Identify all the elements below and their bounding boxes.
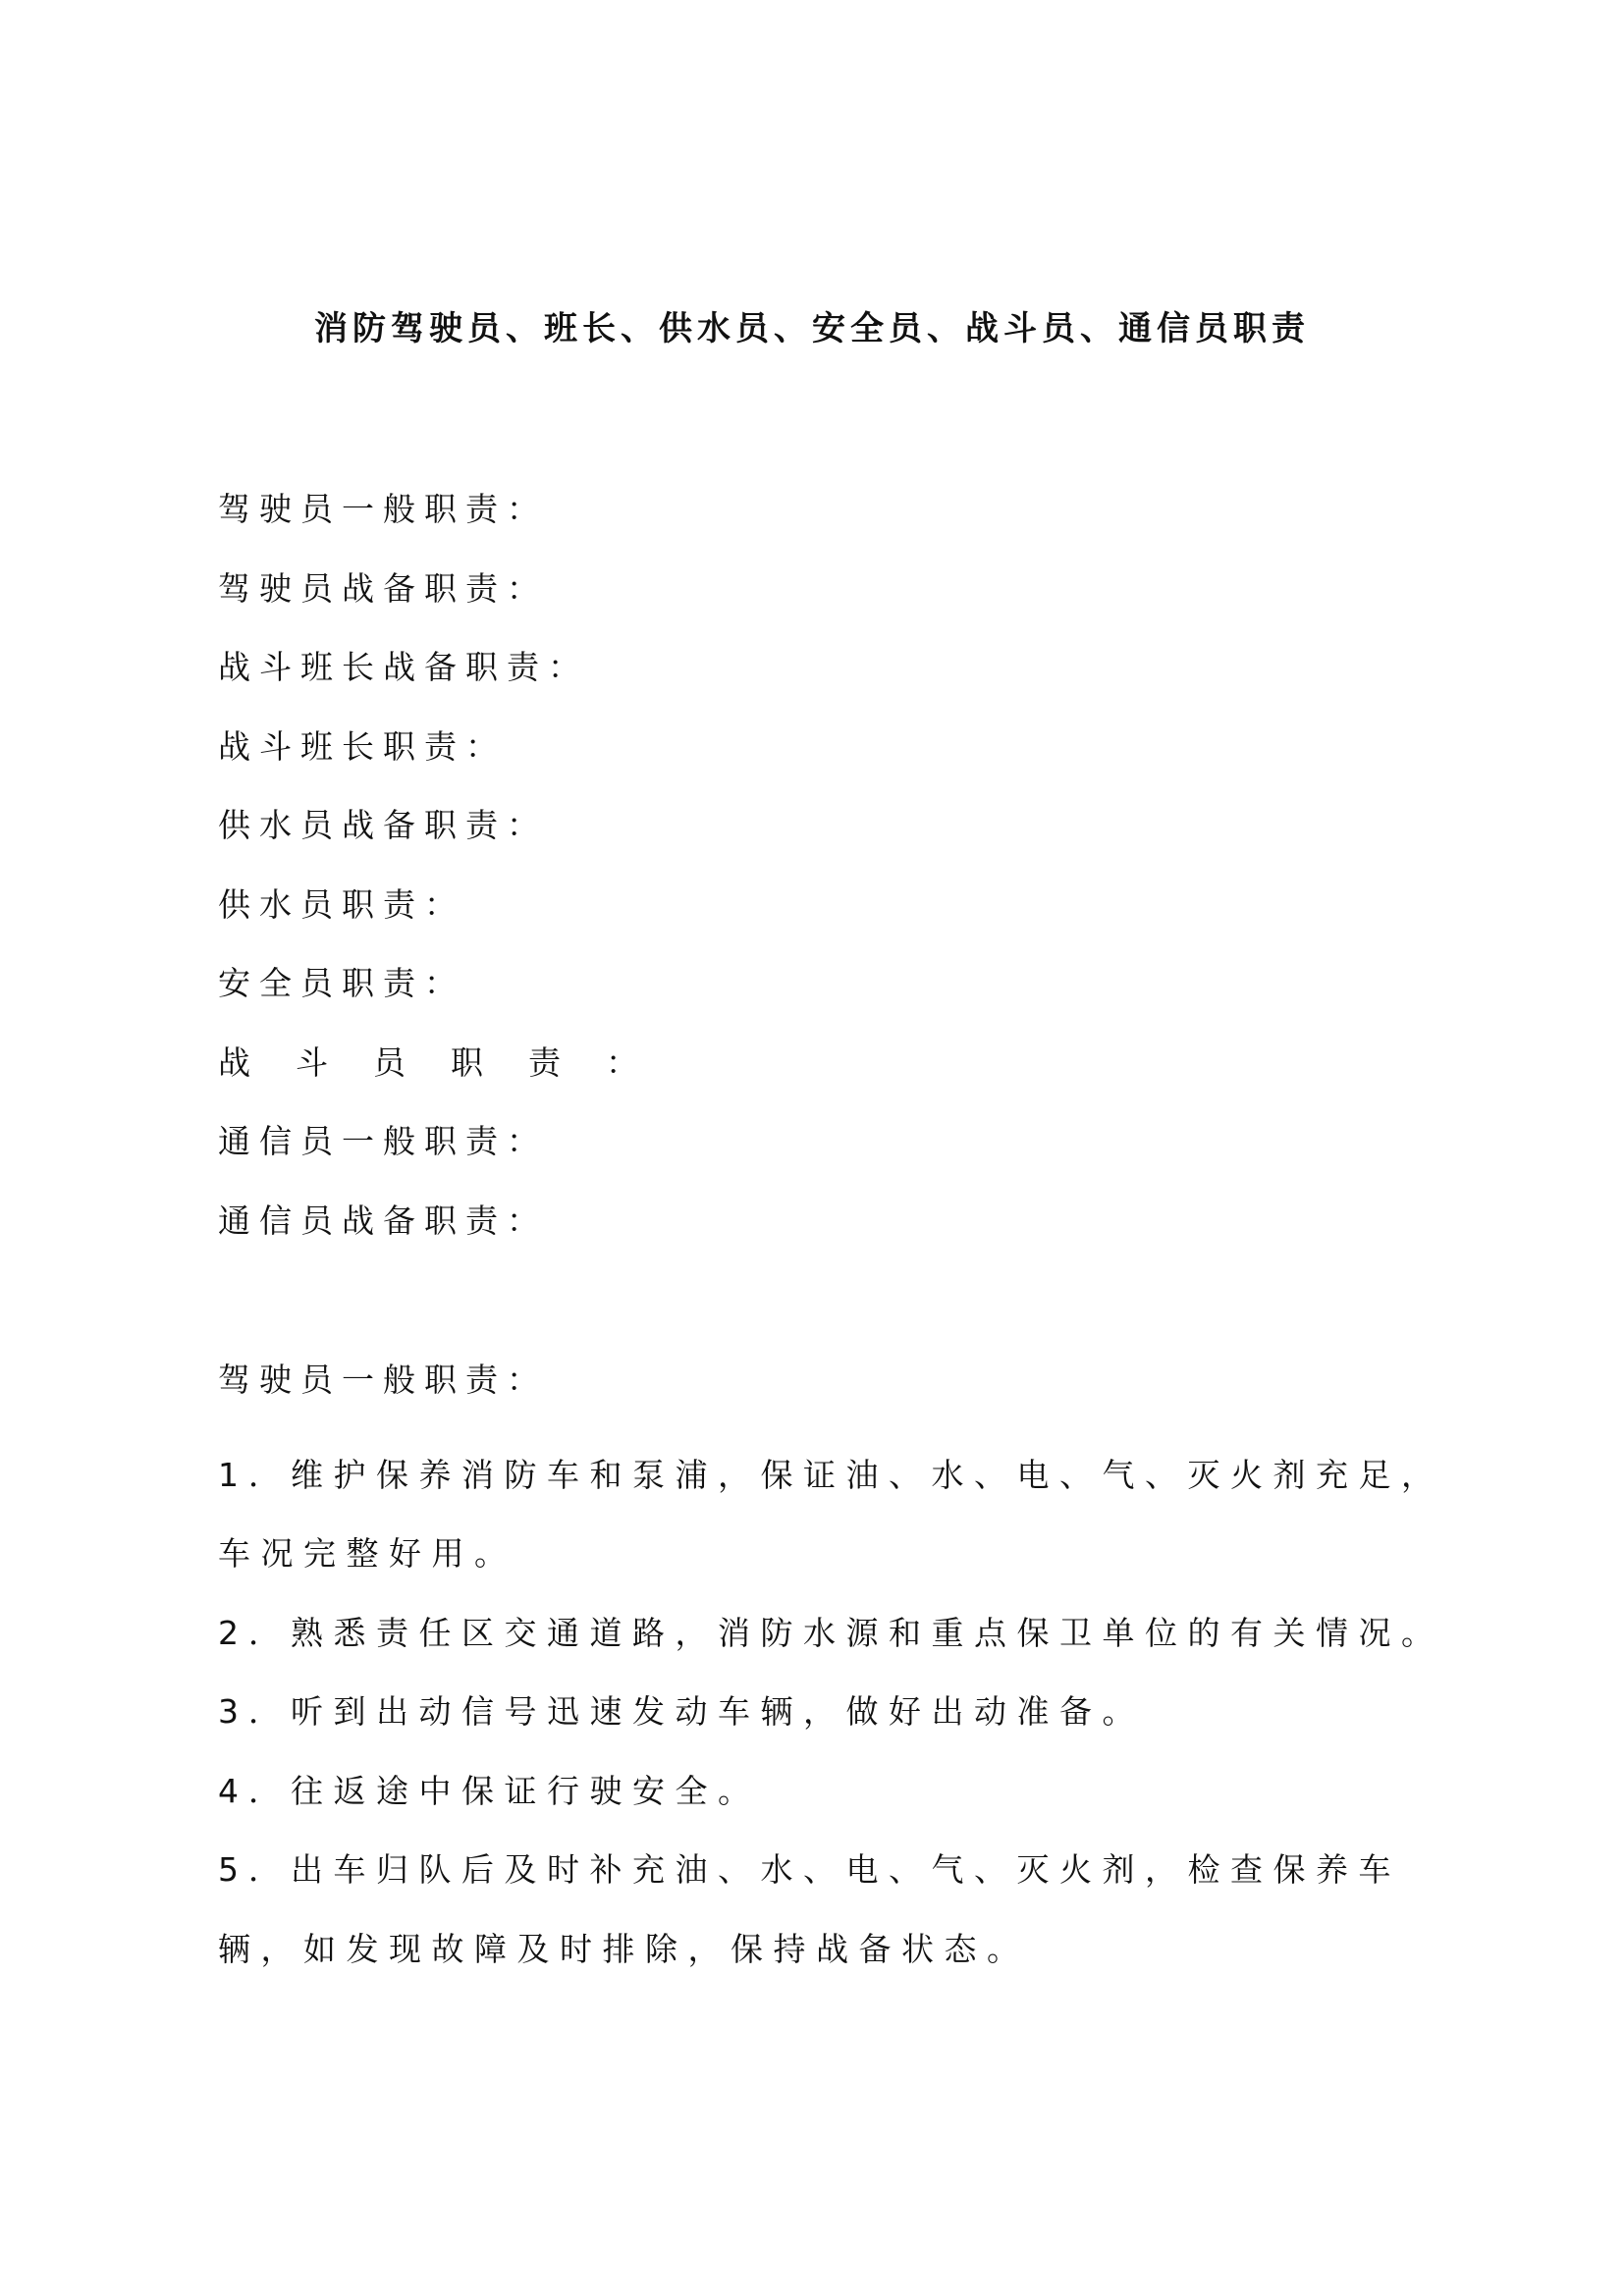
index-item-squad-leader-readiness: 战斗班长战备职责：	[218, 648, 589, 686]
duty-item-number: 3	[218, 1692, 248, 1731]
duty-item-text: 维护保养消防车和泵浦，保证油、水、电、气、灭火剂充足，车况完整好用。	[218, 1455, 1444, 1573]
duty-item-text: 听到出动信号迅速发动车辆，做好出动准备。	[291, 1692, 1145, 1731]
duty-item-number: 5	[218, 1850, 248, 1889]
index-item-water-supply: 供水员职责：	[218, 884, 465, 924]
index-item-squad-leader: 战斗班长职责：	[218, 726, 507, 766]
duty-index-list	[218, 486, 1445, 1276]
duty-item-text: 出车归队后及时补充油、水、电、气、灭火剂，检查保养车辆，如发现故障及时排除，保持战备状态。	[218, 1850, 1401, 1968]
duty-item-text: 往返途中保证行驶安全。	[291, 1771, 761, 1810]
duty-item-number: 1	[218, 1455, 248, 1494]
duty-item: 4．往返途中保证行驶安全。	[218, 1771, 761, 1810]
duty-item-number: 4	[218, 1771, 248, 1810]
section-heading: 驾驶员一般职责：	[218, 1361, 548, 1399]
duty-list	[218, 1436, 1455, 1990]
index-item-driver-general: 驾驶员一般职责：	[218, 490, 548, 528]
duty-item: 5．出车归队后及时补充油、水、电、气、灭火剂，检查保养车辆，如发现故障及时排除，保持战备状态。	[218, 1850, 1401, 1968]
index-item-firefighter: 战斗员职责：	[218, 1042, 683, 1082]
duty-item: 3．听到出动信号迅速发动车辆，做好出动准备。	[218, 1692, 1145, 1731]
index-item-driver-readiness: 驾驶员战备职责：	[218, 568, 548, 608]
duty-item-number: 2	[218, 1613, 248, 1652]
index-item-safety-officer: 安全员职责：	[218, 964, 465, 1002]
driver-general-duties-section	[218, 1357, 1455, 1989]
index-item-communications-general: 通信员一般职责：	[218, 1122, 548, 1160]
duty-item-text: 熟悉责任区交通道路，消防水源和重点保卫单位的有关情况。	[291, 1613, 1444, 1652]
duty-item: 2．熟悉责任区交通道路，消防水源和重点保卫单位的有关情况。	[218, 1613, 1444, 1652]
index-item-communications-readiness: 通信员战备职责：	[218, 1201, 548, 1240]
document-title: 消防驾驶员、班长、供水员、安全员、战斗员、通信员职责	[314, 309, 1310, 348]
index-item-water-supply-readiness: 供水员战备职责：	[218, 806, 548, 844]
duty-item: 1．维护保养消防车和泵浦，保证油、水、电、气、灭火剂充足，车况完整好用。	[218, 1455, 1444, 1573]
